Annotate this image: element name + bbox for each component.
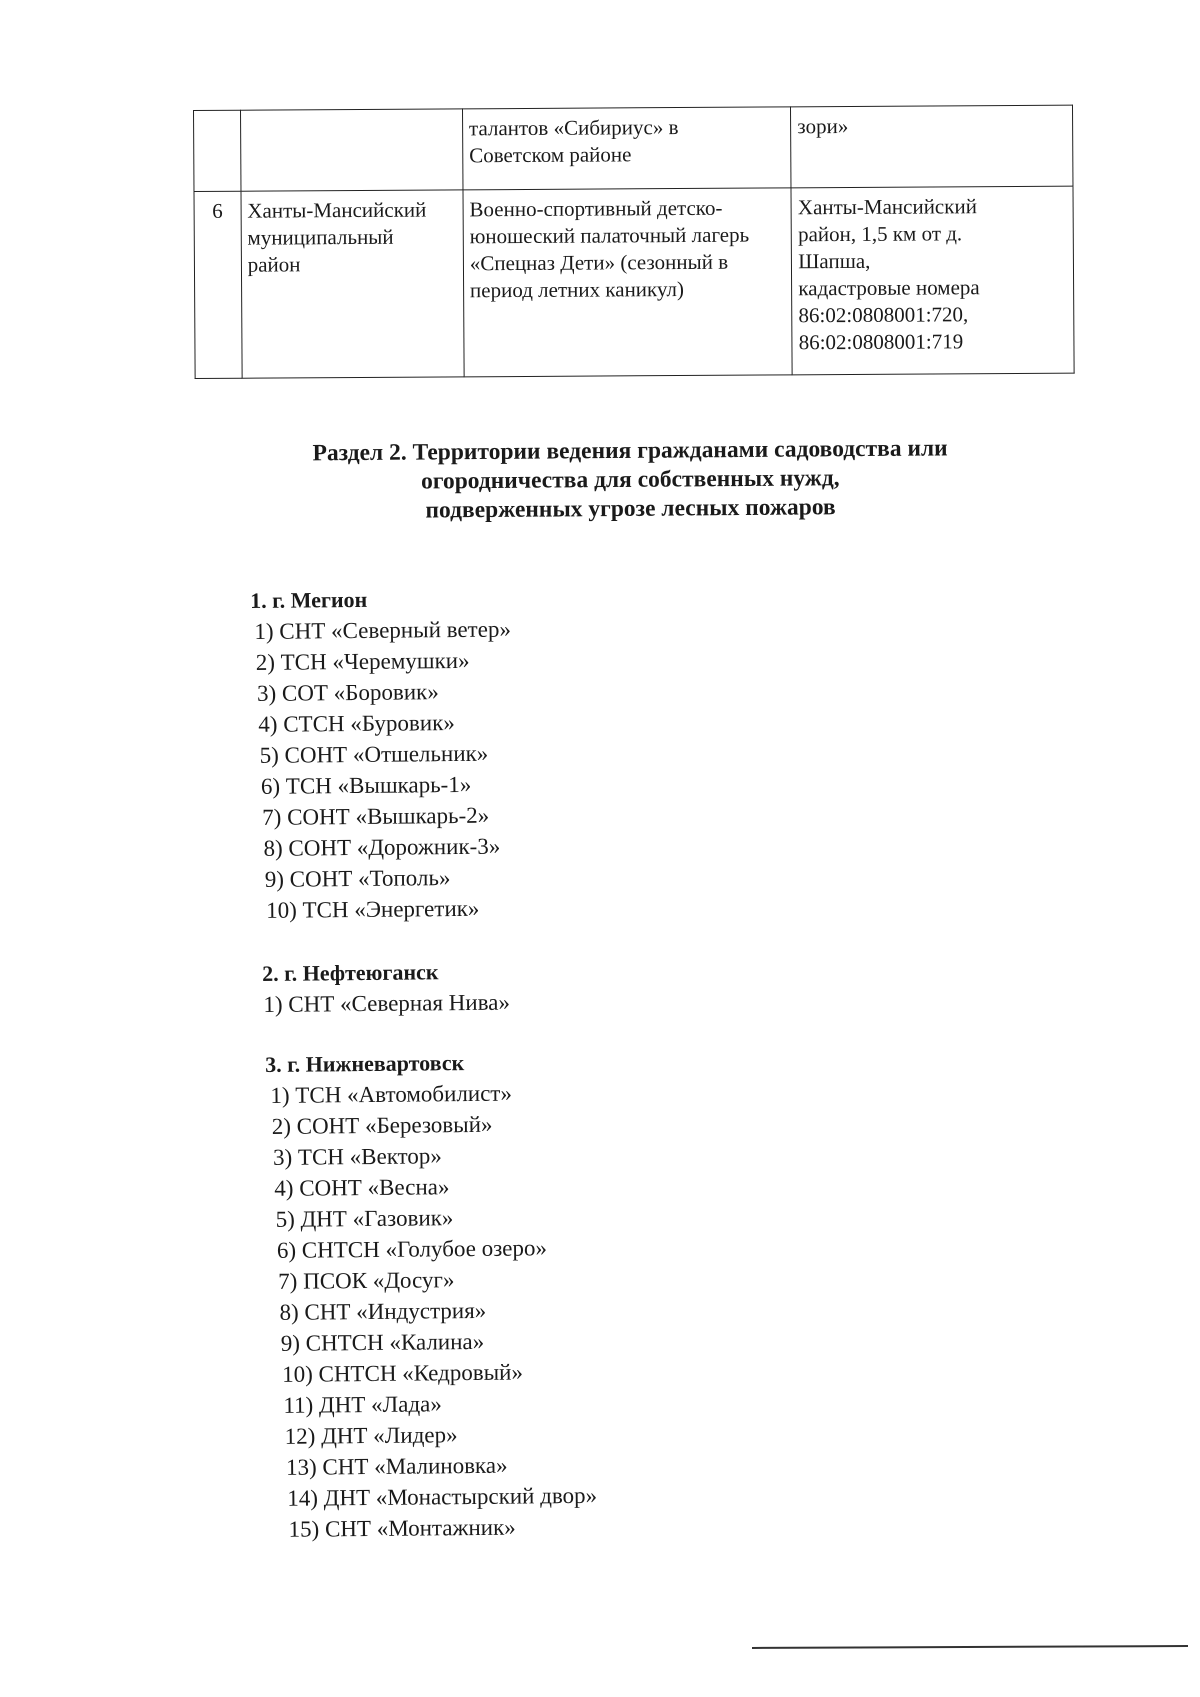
list-item: 2) СОНТ «Березовый» — [271, 1111, 493, 1139]
group-nizhnevartovsk — [265, 1046, 598, 1545]
district-line: муниципальный — [247, 224, 394, 250]
group-megion — [250, 583, 514, 926]
list-item: 4) СОНТ «Весна» — [274, 1174, 450, 1201]
list-item: 8) СОНТ «Дорожник-3» — [263, 833, 501, 861]
object-line: юношеский палаточный лагерь — [469, 222, 750, 249]
district-line: район — [247, 252, 301, 277]
address-line: зори» — [797, 113, 849, 139]
group-nefteyugansk — [262, 956, 510, 1020]
district-cell — [241, 190, 464, 378]
list-item: 8) СНТ «Индустрия» — [279, 1297, 487, 1325]
list-item: 5) ДНТ «Газовик» — [275, 1205, 454, 1232]
footer-rule — [752, 1645, 1188, 1649]
address-line: район, 1,5 км от д. — [797, 221, 963, 247]
list-item: 1) ТСН «Автомобилист» — [270, 1080, 513, 1108]
list-item: 3) СОТ «Боровик» — [256, 679, 439, 706]
list-item: 9) СНТСН «Калина» — [280, 1328, 485, 1356]
list-item: 10) СНТСН «Кедровый» — [282, 1359, 524, 1387]
list-item: 12) ДНТ «Лидер» — [284, 1422, 458, 1449]
address-line: Ханты-Мансийский — [797, 194, 977, 220]
group-heading: 2. г. Нефтеюганск — [262, 959, 439, 986]
list-item: 3) ТСН «Вектор» — [272, 1143, 442, 1170]
list-item: 5) СОНТ «Отшельник» — [259, 740, 489, 768]
list-item: 15) СНТ «Монтажник» — [288, 1514, 516, 1542]
group-heading: 3. г. Нижневартовск — [265, 1050, 465, 1077]
section-title-line: подверженных угрозе лесных пожаров — [425, 494, 836, 524]
list-item: 10) ТСН «Энергетик» — [266, 895, 480, 923]
object-line: Военно-спортивный детско- — [469, 195, 723, 222]
group-heading: 1. г. Мегион — [250, 586, 368, 613]
address-line: 86:02:0808001:720, — [798, 302, 969, 328]
territory-table — [193, 105, 1075, 379]
address-line: 86:02:0808001:719 — [798, 329, 964, 355]
list-item: 9) СОНТ «Тополь» — [264, 865, 451, 892]
list-item: 7) ПСОК «Досуг» — [278, 1267, 455, 1294]
list-item: 11) ДНТ «Лада» — [283, 1391, 442, 1418]
list-item: 1) СНТ «Северный ветер» — [254, 616, 511, 644]
section-title-line: огородничества для собственных нужд, — [420, 465, 840, 495]
district-cell — [240, 109, 463, 191]
list-item: 6) СНТСН «Голубое озеро» — [276, 1235, 548, 1263]
address-cell — [791, 105, 1073, 188]
address-line: Шапша, — [798, 248, 871, 274]
object-line: талантов «Сибириус» в — [468, 115, 679, 141]
list-item: 6) ТСН «Вышкарь-1» — [260, 771, 472, 799]
table-row — [194, 105, 1073, 191]
list-item: 13) СНТ «Малиновка» — [285, 1452, 508, 1480]
object-line: период летних каникул) — [469, 277, 685, 303]
list-item: 7) СОНТ «Вышкарь-2» — [262, 802, 490, 830]
list-item: 2) ТСН «Черемушки» — [255, 647, 470, 675]
object-line: Советском районе — [469, 142, 632, 168]
list-item: 1) СНТ «Северная Нива» — [263, 989, 511, 1017]
list-item: 4) СТСН «Буровик» — [258, 710, 455, 737]
district-line: Ханты-Мансийский — [247, 197, 427, 223]
list-item: 14) ДНТ «Монастырский двор» — [287, 1482, 598, 1511]
section-title — [230, 434, 1031, 527]
row-number-cell: 6 — [194, 191, 242, 378]
row-number-cell — [194, 110, 241, 191]
address-line: кадастровые номера — [798, 275, 980, 301]
object-cell — [463, 188, 792, 377]
object-cell — [462, 107, 791, 190]
address-cell — [791, 186, 1074, 375]
object-line: «Спецназ Дети» (сезонный в — [469, 249, 729, 276]
section-title-line: Раздел 2. Территории ведения гражданами садоводства или — [312, 435, 948, 467]
table-row — [194, 186, 1074, 378]
